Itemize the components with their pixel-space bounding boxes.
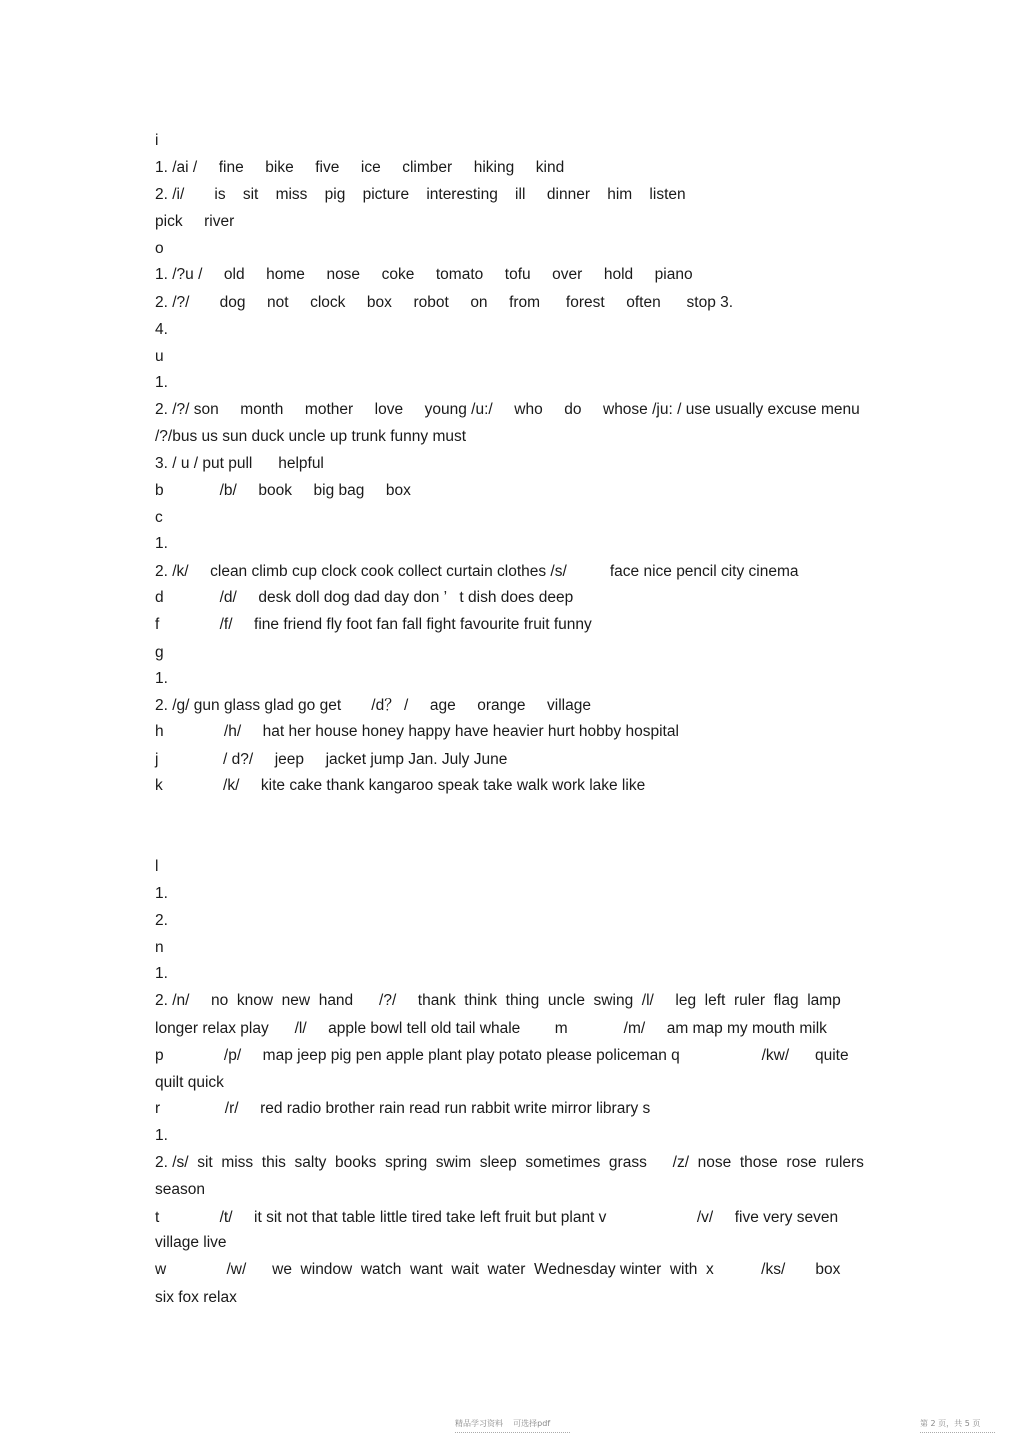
text-line: k /k/ kite cake thank kangaroo speak take walk work lake like (155, 777, 646, 794)
text-line: d /d/ desk doll dog dad day don ’ t dish does deep (155, 589, 574, 606)
text-line: quilt quick (155, 1074, 224, 1091)
text-line: 2. /?/ dog not clock box robot on from forest often stop 3. (155, 294, 734, 311)
text-line: 4. (155, 321, 168, 338)
text-line: 2. /k/ clean climb cup clock cook collect curtain clothes /s/ face nice pencil city cinema (155, 563, 799, 580)
text-line: 1. /?u / old home nose coke tomato tofu over hold piano (155, 266, 693, 283)
text-line: r /r/ red radio brother rain read run rabbit write mirror library s (155, 1100, 651, 1117)
text-line: 2. /?/ son month mother love young /u:/ who do whose /ju: / use usually excuse menu (155, 401, 860, 418)
footer-watermark: 精品学习资料 可选择pdf (455, 1419, 551, 1428)
text-line: 1. /ai / fine bike five ice climber hiking kind (155, 159, 565, 176)
text-line: six fox relax (155, 1289, 237, 1306)
text-line: 1. (155, 965, 168, 982)
text-line: 2. /n/ no know new hand /?/ thank think thing uncle swing /l/ leg left ruler flag lamp (155, 992, 841, 1009)
text-line: p /p/ map jeep pig pen apple plant play potato please policeman q /kw/ quite (155, 1047, 849, 1064)
text-line: n (155, 939, 164, 956)
text-line: b /b/ book big bag box (155, 482, 411, 499)
footer-divider (455, 1432, 570, 1434)
page-number: 第 2 页，共 5 页 (920, 1419, 981, 1428)
footer-divider (920, 1432, 995, 1434)
text-line: 2. /i/ is sit miss pig picture interesting ill dinner him listen (155, 186, 686, 203)
text-line: u (155, 348, 164, 365)
text-line: village live (155, 1234, 227, 1251)
text-line: season (155, 1181, 205, 1198)
text-line: c (155, 509, 163, 526)
text-line: 3. / u / put pull helpful (155, 455, 324, 472)
text-line: 1. (155, 374, 168, 391)
text-line: j / d?/ jeep jacket jump Jan. July June (155, 751, 508, 768)
text-line: 2. /g/ gun glass glad go get /d？ / age orange village (155, 697, 591, 714)
text-line: f /f/ fine friend fly foot fan fall fight favourite fruit funny (155, 616, 592, 633)
text-line: /?/bus us sun duck uncle up trunk funny must (155, 428, 467, 445)
text-line: 2. (155, 912, 168, 929)
text-line: 1. (155, 670, 168, 687)
text-line: g (155, 644, 164, 661)
text-line: o (155, 240, 164, 257)
text-line: 1. (155, 1127, 168, 1144)
text-line: 2. /s/ sit miss this salty books spring swim sleep sometimes grass /z/ nose those rose rulers (155, 1154, 864, 1171)
text-line: 1. (155, 885, 168, 902)
text-line: longer relax play /l/ apple bowl tell old tail whale m /m/ am map my mouth milk (155, 1020, 827, 1037)
text-line: h /h/ hat her house honey happy have heavier hurt hobby hospital (155, 723, 679, 740)
text-line: 1. (155, 535, 168, 552)
text-line: t /t/ it sit not that table little tired take left fruit but plant v /v/ five very seven (155, 1209, 839, 1226)
text-line: l (155, 858, 159, 875)
text-line: pick river (155, 213, 235, 230)
text-line: w /w/ we window watch want wait water Wednesday winter with x /ks/ box (155, 1261, 841, 1278)
text-line: i (155, 132, 159, 149)
